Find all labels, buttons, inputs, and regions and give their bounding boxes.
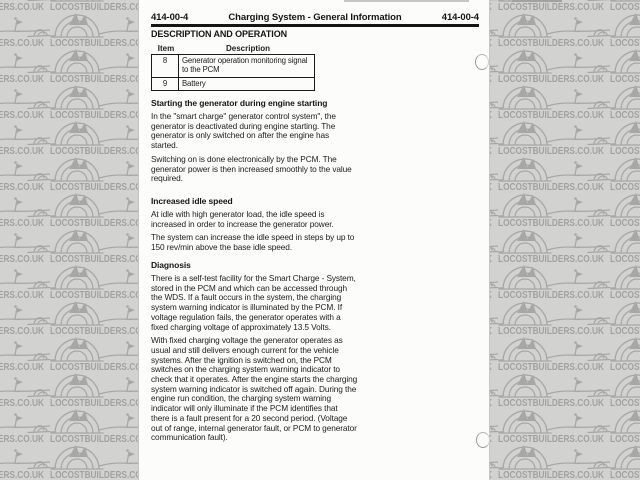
paragraph: Switching on is done electronically by the PCM. The generator power is then increased smoothly to the value required. (151, 153, 352, 184)
item-number-cell: 8 (152, 55, 179, 77)
page-header (151, 12, 479, 23)
item-description-cell: Generator operation monitoring signal to the PCM (182, 56, 308, 75)
section-heading: Diagnosis (151, 260, 191, 270)
paragraph: In the "smart charge" generator control system", the generator is deactivated during engine starting. The generator is only switched on after the engine has started. (151, 111, 336, 151)
document-page (138, 0, 490, 480)
section-heading: Starting the generator during engine starting (151, 98, 328, 108)
punch-hole-mark (475, 54, 489, 70)
item-number-cell: 9 (152, 78, 179, 90)
description-and-operation-title: DESCRIPTION AND OPERATION (151, 29, 288, 39)
section-diagnosis (151, 260, 358, 447)
table-body (151, 54, 315, 91)
table-row (152, 55, 314, 78)
section-increased-idle-speed (151, 196, 358, 257)
paragraph: At idle with high generator load, the idle speed is increased in order to increase the generator power. (151, 209, 334, 229)
column-header-description: Description (225, 44, 270, 53)
header-right-code: 414-00-4 (441, 12, 479, 23)
header-rule (151, 24, 479, 27)
section-heading: Increased idle speed (151, 196, 233, 206)
page-title: Charging System - General Information (228, 12, 402, 23)
header-left-code: 414-00-4 (151, 12, 189, 23)
scan-artifact (512, 0, 562, 2)
punch-hole-mark (476, 432, 490, 448)
paragraph: There is a self-test facility for the Smart Charge - System, stored in the PCM and which can be accessed through the WDS. If a fault occurs in the system, the charging system warning indicator is illuminated by the PCM. If voltage regulation fails, the generator operates with a fixed charging voltage of approximately 13.5 Volts. (151, 273, 356, 332)
items-table (151, 44, 315, 91)
column-header-item: Item (157, 44, 175, 53)
table-row (152, 78, 314, 90)
scan-artifact (344, 0, 469, 2)
paragraph: With fixed charging voltage the generator operates as usual and still delivers enough current for the vehicle systems. After the ignition is switched on, the PCM switches on the charging system warning indicator to check that it operates. After the engine starts the charging system warning indicator is switched off again. During the engine run condition, the charging system warning indicator will only illuminate if the PCM identifies that there is a fault present for a 20 second period. (Voltage out of range, internal generator fault, or PCM to generator communication fault). (151, 335, 358, 443)
section-starting-generator (151, 98, 358, 188)
table-header-row (151, 44, 315, 53)
paragraph: The system can increase the idle speed in steps by up to 150 rev/min above the base idle speed. (151, 232, 355, 253)
item-description-cell: Battery (182, 78, 206, 88)
